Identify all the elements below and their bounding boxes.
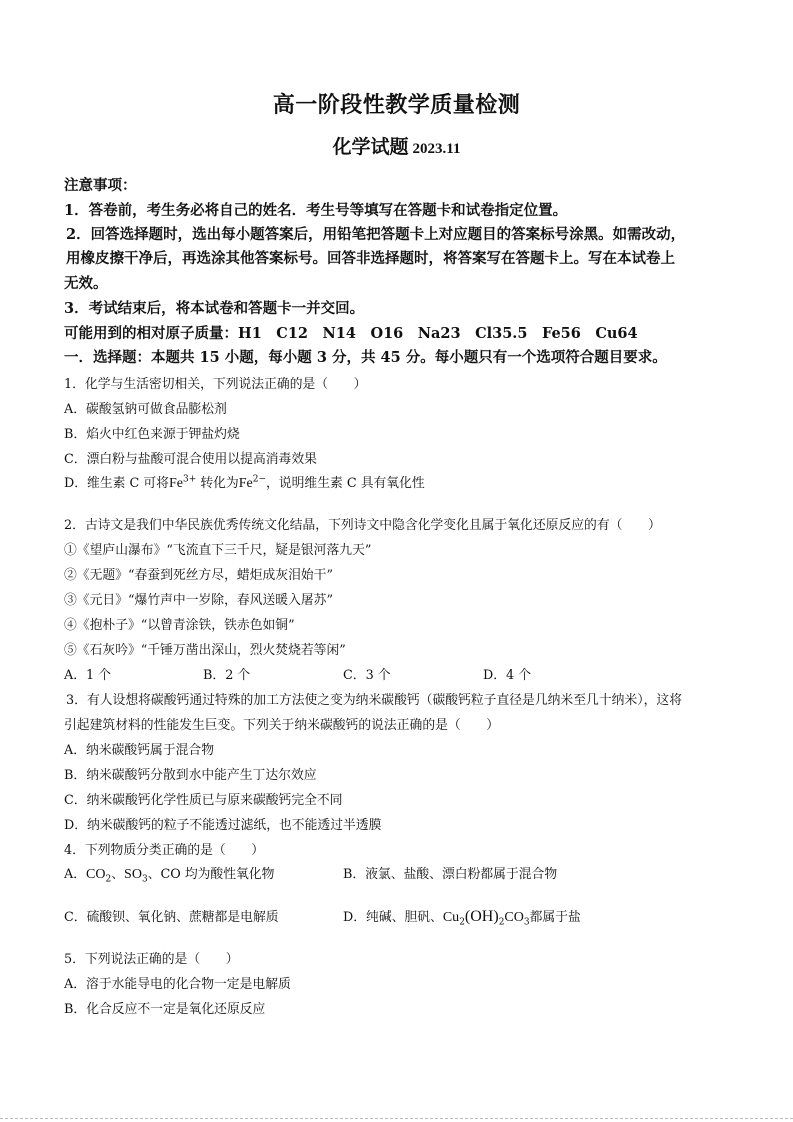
q1-option-a: A．碳酸氢钠可做食品膨松剂 xyxy=(64,402,227,417)
q2-stem: 2．古诗文是我们中华民族优秀传统文化结晶，下列诗文中隐含化学变化且属于氧化还原反应的有（ ） xyxy=(64,518,661,533)
q2-option-a: A．1 个 xyxy=(64,668,112,683)
section-1-heading: 一．选择题：本题共 15 小题，每小题 3 分，共 45 分。每小题只有一个选项符合题目要求。 xyxy=(64,349,667,366)
oh-subscript: 2 xyxy=(498,917,505,928)
note-2-line-2: 用橡皮擦干净后，再选涂其他答案标号。回答非选择题时，将答案写在答题卡上。写在本试卷上 xyxy=(66,250,675,267)
q3-stem-line-1: 3．有人设想将碳酸钙通过特殊的加工方法使之变为纳米碳酸钙（碳酸钙粒子直径是几纳米至几十纳米），这将 xyxy=(66,693,682,708)
fe-symbol: Fe xyxy=(168,476,183,491)
q4-a-suffix: 、CO 均为酸性氧化物 xyxy=(147,867,275,882)
q3-option-c: C．纳米碳酸钙化学性质已与原来碳酸钙完全不同 xyxy=(64,793,343,808)
exam-date: 2023.11 xyxy=(412,141,461,157)
q4-d-suffix: 都属于盐 xyxy=(529,910,581,925)
co3-formula: CO xyxy=(504,910,524,925)
so3-formula: SO xyxy=(124,867,142,882)
q4-a-separator: 、 xyxy=(111,867,125,882)
q2-poem-3: ③《元日》“爆竹声中一岁除，春风送暖入屠苏” xyxy=(64,593,334,608)
exam-subtitle xyxy=(0,132,793,159)
q2-poem-4: ④《抱朴子》“以曾青涂铁，铁赤色如铜” xyxy=(64,618,295,633)
q3-option-d: D．纳米碳酸钙的粒子不能透过滤纸，也不能透过半透膜 xyxy=(64,818,382,833)
q1-d-middle: 转化为 xyxy=(196,476,239,491)
q2-option-c: C．3 个 xyxy=(343,668,391,683)
cu-symbol: Cu xyxy=(442,910,460,925)
q2-poem-1: ①《望庐山瀑布》“飞流直下三千尺，疑是银河落九天” xyxy=(64,543,372,558)
q2-poem-2: ②《无题》“春蚕到死丝方尽，蜡炬成灰泪始干” xyxy=(64,568,334,583)
q1-d-prefix: D．维生素 C 可将 xyxy=(64,476,169,491)
q5-option-b: B．化合反应不一定是氧化还原反应 xyxy=(64,1002,266,1017)
q3-option-a: A．纳米碳酸钙属于混合物 xyxy=(64,743,215,758)
notes-heading: 注意事项： xyxy=(64,177,137,194)
q4-stem: 4．下列物质分类正确的是（ ） xyxy=(64,843,265,858)
q4-option-a xyxy=(64,863,274,885)
q5-stem: 5．下列说法正确的是（ ） xyxy=(64,952,239,967)
q1-option-b: B．焰火中红色来源于钾盐灼烧 xyxy=(64,427,240,442)
q3-stem-line-2: 引起建筑材料的性能发生巨变。下列关于纳米碳酸钙的说法正确的是（ ） xyxy=(64,718,500,733)
q2-option-b: B．2 个 xyxy=(203,668,251,683)
atomic-masses: 可能用到的相对原子质量：H1 C12 N14 O16 Na23 Cl35.5 Fe56 Cu64 xyxy=(64,325,638,342)
q3-option-b: B．纳米碳酸钙分散到水中能产生丁达尔效应 xyxy=(64,768,317,783)
fe2-charge: 2− xyxy=(252,474,266,485)
co2-subscript: 2 xyxy=(105,874,112,885)
q2-poem-5: ⑤《石灰吟》“千锤万凿出深山，烈火焚烧若等闲” xyxy=(64,643,346,658)
q1-d-suffix: ，说明维生素 C 具有氧化性 xyxy=(266,476,425,491)
q1-stem: 1．化学与生活密切相关，下列说法正确的是（ ） xyxy=(64,377,367,392)
q1-option-c: C．漂白粉与盐酸可混合使用以提高消毒效果 xyxy=(64,452,317,467)
fe-symbol-2: Fe xyxy=(238,476,253,491)
note-1: 1．答卷前，考生务必将自己的姓名．考生号等填写在答题卡和试卷指定位置。 xyxy=(64,202,568,219)
page-footer-rule xyxy=(0,1118,793,1119)
q4-option-b: B．液氯、盐酸、漂白粉都属于混合物 xyxy=(343,867,558,882)
q4-option-c: C．硫酸钡、氧化钠、蔗糖都是电解质 xyxy=(64,910,279,925)
exam-title: 高一阶段性教学质量检测 xyxy=(272,92,521,118)
cu-subscript: 2 xyxy=(459,917,465,928)
q1-option-d xyxy=(64,472,425,492)
co2-formula: CO xyxy=(86,867,106,882)
fe3-charge: 3+ xyxy=(182,474,197,485)
hydroxide-group: (OH) xyxy=(464,908,499,925)
so3-subscript: 3 xyxy=(141,874,148,885)
q4-d-prefix: D．纯碱、胆矾、 xyxy=(343,910,443,925)
note-2-line-3: 无效。 xyxy=(64,275,108,292)
q2-options xyxy=(64,664,544,682)
q4-a-prefix: A． xyxy=(64,867,87,882)
co3-subscript: 3 xyxy=(523,917,530,928)
q2-option-d: D．4 个 xyxy=(483,668,532,683)
note-3: 3．考试结束后，将本试卷和答题卡一并交回。 xyxy=(64,300,365,317)
subject-label: 化学试题 xyxy=(332,136,409,158)
q5-option-a: A．溶于水能导电的化合物一定是电解质 xyxy=(64,977,291,992)
note-2-line-1: 2．回答选择题时，选出每小题答案后，用铅笔把答题卡上对应题目的答案标号涂黑。如需改动， xyxy=(66,226,686,243)
q4-option-d xyxy=(343,906,581,928)
